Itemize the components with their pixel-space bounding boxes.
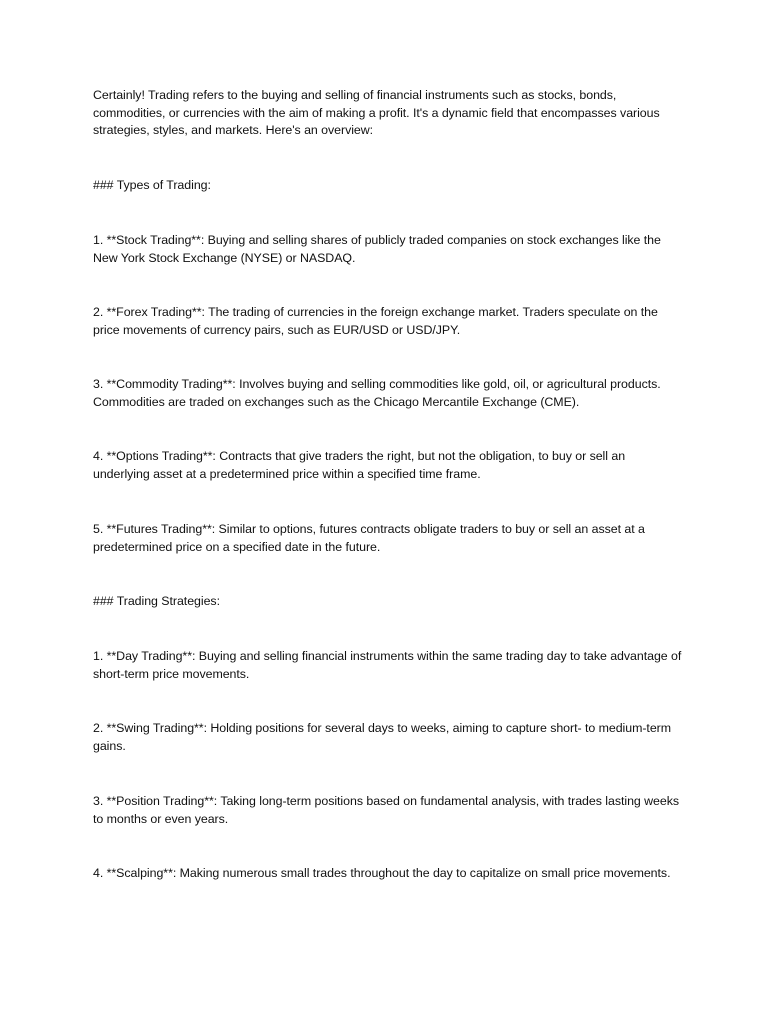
list-item-options-trading: 4. **Options Trading**: Contracts that give traders the right, but not the obligation, to buy or sell an underlying asset at a predetermined price within a specified time frame. [93,449,626,481]
types-heading: ### Types of Trading: [93,178,211,192]
list-item-position-trading: 3. **Position Trading**: Taking long-term positions based on fundamental analysis, with trades lasting weeks to months or even years. [93,794,680,826]
list-item-commodity-trading: 3. **Commodity Trading**: Involves buying and selling commodities like gold, oil, or agricultural products. Commodities are traded on exchanges such as the Chicago Mercantile Exchange (CME). [93,377,661,409]
list-item-scalping: 4. **Scalping**: Making numerous small trades throughout the day to capitalize on small price movements. [93,866,671,880]
list-item-forex-trading: 2. **Forex Trading**: The trading of currencies in the foreign exchange market. Traders speculate on the price movements of currency pairs, such as EUR/USD or USD/JPY. [93,305,658,337]
list-item-stock-trading: 1. **Stock Trading**: Buying and selling shares of publicly traded companies on stock exchanges like the New York Stock Exchange (NYSE) or NASDAQ. [93,233,661,265]
list-item-day-trading: 1. **Day Trading**: Buying and selling financial instruments within the same trading day to take advantage of short-term price movements. [93,649,682,681]
list-item-swing-trading: 2. **Swing Trading**: Holding positions for several days to weeks, aiming to capture short- to medium-term gains. [93,721,672,753]
intro-paragraph: Certainly! Trading refers to the buying and selling of financial instruments such as stocks, bonds, commodities, or currencies with the aim of making a profit. It's a dynamic field that encompasses various strategies, styles, and markets. Here's an overview: [93,88,660,138]
list-item-futures-trading: 5. **Futures Trading**: Similar to options, futures contracts obligate traders to buy or sell an asset at a predetermined price on a specified date in the future. [93,522,645,554]
strategies-heading: ### Trading Strategies: [93,594,220,608]
